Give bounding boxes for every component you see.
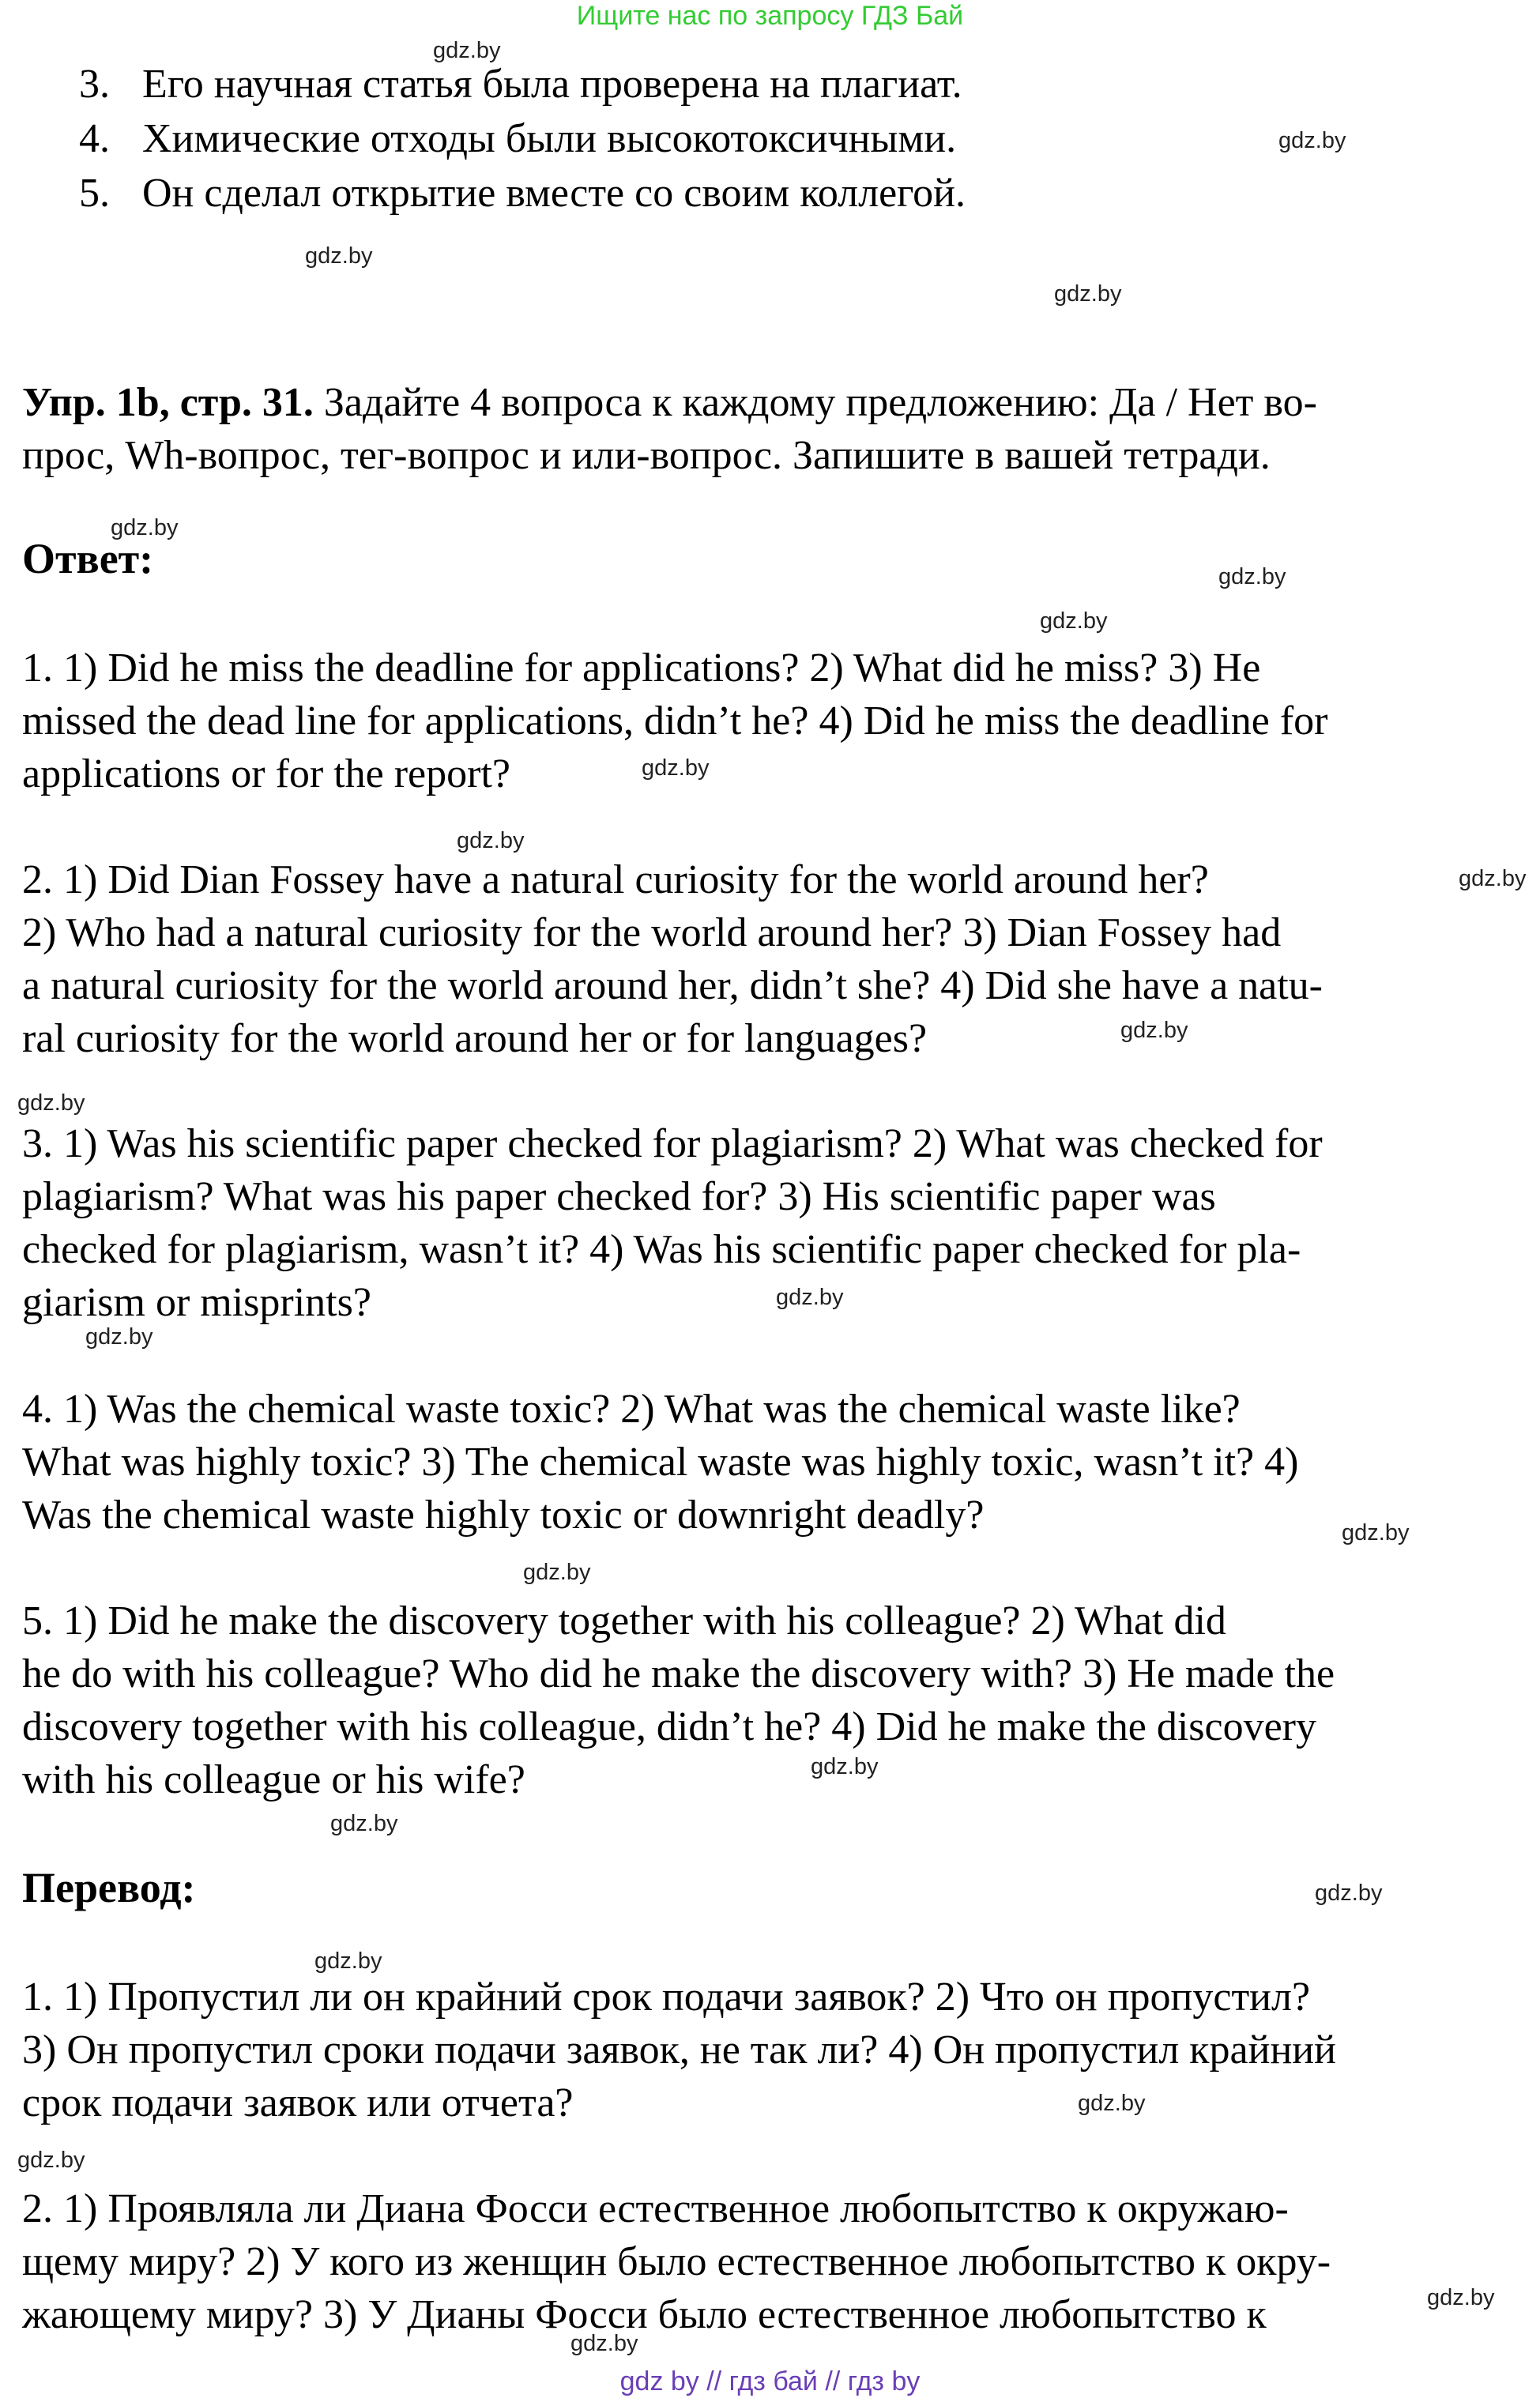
watermark: gdz.by — [570, 2331, 638, 2356]
watermark: gdz.by — [1218, 564, 1286, 589]
answer-line: applications or for the report? — [22, 751, 510, 796]
answer-paragraph — [22, 1383, 1516, 1542]
answer-line: with his colleague or his wife? — [22, 1757, 525, 1802]
translation-paragraph — [22, 1971, 1516, 2129]
top-banner-link[interactable]: Ищите нас по запросу ГДЗ Бай — [576, 1, 964, 31]
translation-line: срок подачи заявок или отчета? — [22, 2080, 574, 2125]
watermark: gdz.by — [1342, 1520, 1410, 1545]
answer-paragraph — [22, 1594, 1516, 1806]
answer-heading: Ответ: — [22, 535, 154, 582]
watermark: gdz.by — [330, 1811, 398, 1836]
answer-line: What was highly toxic? 3) The chemical waste was highly toxic, wasn’t it? 4) — [22, 1440, 1299, 1485]
watermark: gdz.by — [1120, 1018, 1188, 1043]
answer-paragraph — [22, 1117, 1516, 1329]
watermark: gdz.by — [314, 1948, 382, 1974]
answer-line: ral curiosity for the world around her or for languages? — [22, 1016, 928, 1061]
watermark: gdz.by — [17, 1090, 85, 1116]
watermark: gdz.by — [523, 1560, 591, 1585]
watermark: gdz.by — [305, 243, 373, 269]
answer-line: 4. 1) Was the chemical waste toxic? 2) What was the chemical waste like? — [22, 1387, 1241, 1432]
list-item-number: 3. — [79, 62, 110, 107]
translation-line: 2. 1) Проявляла ли Диана Фосси естественное любопытство к окружаю- — [22, 2186, 1289, 2231]
exercise-label: Упр. 1b, стр. 31. — [22, 380, 314, 425]
answer-line: plagiarism? What was his paper checked for? 3) His scientific paper was — [22, 1174, 1216, 1219]
answer-line: discovery together with his colleague, didn’t he? 4) Did he make the discovery — [22, 1704, 1316, 1749]
watermark: gdz.by — [642, 755, 710, 781]
watermark: gdz.by — [1427, 2285, 1495, 2310]
answer-line: missed the dead line for applications, didn’t he? 4) Did he miss the deadline for — [22, 698, 1328, 744]
watermark: gdz.by — [1078, 2091, 1146, 2116]
sentence-list — [79, 57, 966, 220]
list-item — [79, 111, 966, 166]
answer-line: checked for plagiarism, wasn’t it? 4) Was his scientific paper checked for pla- — [22, 1227, 1301, 1272]
answer-line: 3. 1) Was his scientific paper checked for plagiarism? 2) What was checked for — [22, 1121, 1323, 1166]
watermark: gdz.by — [433, 38, 501, 63]
translation-line: 1. 1) Пропустил ли он крайний срок подачи заявок? 2) Что он пропустил? — [22, 1975, 1311, 2020]
watermark: gdz.by — [85, 1324, 153, 1350]
answer-line: 5. 1) Did he make the discovery together with his colleague? 2) What did — [22, 1598, 1226, 1643]
answer-line: 2) Who had a natural curiosity for the world around her? 3) Dian Fossey had — [22, 910, 1282, 955]
list-item-number: 4. — [79, 116, 110, 161]
watermark: gdz.by — [17, 2148, 85, 2173]
list-item-number: 5. — [79, 171, 110, 216]
answer-line: 2. 1) Did Dian Fossey have a natural curiosity for the world around her? — [22, 857, 1209, 902]
list-item — [79, 166, 966, 220]
translation-line: щему миру? 2) У кого из женщин было естественное любопытство к окру- — [22, 2239, 1331, 2284]
list-item-text: Он сделал открытие вместе со своим коллегой. — [142, 171, 966, 216]
translation-paragraph — [22, 2182, 1516, 2341]
answer-line: a natural curiosity for the world around her, didn’t she? 4) Did she have a natu- — [22, 963, 1323, 1008]
translation-heading: Перевод: — [22, 1864, 196, 1911]
watermark: gdz.by — [457, 828, 525, 853]
watermark: gdz.by — [1459, 866, 1527, 891]
watermark: gdz.by — [111, 515, 179, 540]
answer-paragraph — [22, 642, 1516, 800]
watermark: gdz.by — [776, 1285, 844, 1310]
answer-line: 1. 1) Did he miss the deadline for applications? 2) What did he miss? 3) He — [22, 646, 1261, 691]
list-item-text: Химические отходы были высокотоксичными. — [142, 116, 957, 161]
translation-line: 3) Он пропустил сроки подачи заявок, не так ли? 4) Он пропустил крайний — [22, 2027, 1336, 2073]
watermark: gdz.by — [1040, 608, 1108, 634]
exercise-text: Задайте 4 вопроса к каждому предложению: Да / Нет во- — [313, 380, 1317, 425]
exercise-statement — [22, 376, 1516, 482]
answer-paragraph — [22, 853, 1516, 1065]
list-item-text: Его научная статья была проверена на плагиат. — [142, 62, 962, 107]
list-item — [79, 57, 966, 111]
watermark: gdz.by — [1278, 128, 1346, 153]
answer-line: giarism or misprints? — [22, 1280, 371, 1325]
exercise-text: прос, Wh-вопрос, тег-вопрос и или-вопрос. Запишите в вашей тетради. — [22, 433, 1271, 478]
watermark: gdz.by — [1315, 1881, 1383, 1906]
watermark: gdz.by — [811, 1754, 879, 1779]
watermark: gdz.by — [1054, 281, 1122, 307]
answer-line: he do with his colleague? Who did he make the discovery with? 3) He made the — [22, 1651, 1335, 1696]
answer-line: Was the chemical waste highly toxic or downright deadly? — [22, 1493, 985, 1538]
bottom-banner-link[interactable]: gdz by // гдз бай // гдз by — [619, 2366, 921, 2396]
translation-line: жающему миру? 3) У Дианы Фосси было естественное любопытство к — [22, 2292, 1267, 2337]
